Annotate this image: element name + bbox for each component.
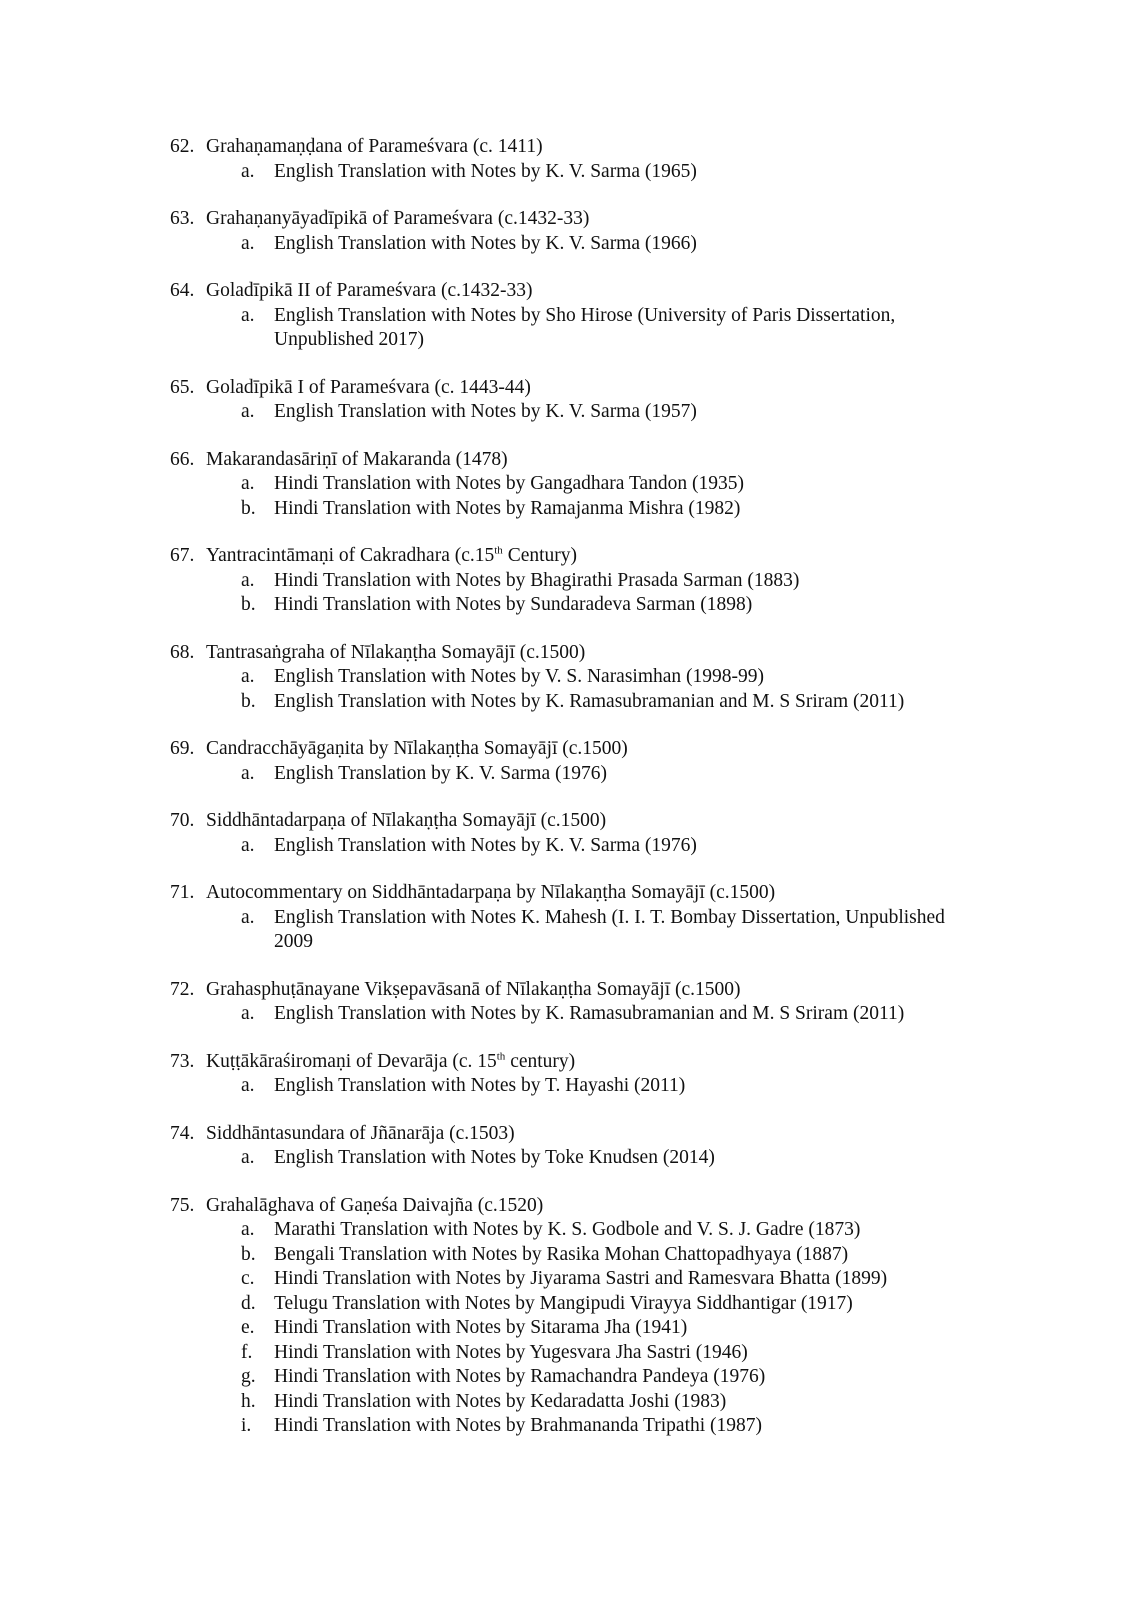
entry-title xyxy=(206,1050,1131,1075)
entry-title: Autocommentary on Siddhāntadarpaṇa by Nīlakaṇṭha Somayājī (c.1500) xyxy=(206,882,776,903)
item-text: Hindi Translation with Notes by Gangadhara Tandon (1935) xyxy=(274,473,745,494)
item-letter: a. xyxy=(241,1075,255,1096)
item-letter: d. xyxy=(241,1292,256,1314)
item-letter: f. xyxy=(241,1341,253,1363)
item-letter: b. xyxy=(241,690,256,712)
title-text: Yantracintāmaṇi of Cakradhara (c.15 xyxy=(206,545,495,566)
item-text: Hindi Translation with Notes by Brahmananda Tripathi (1987) xyxy=(274,1415,763,1436)
item-text: English Translation with Notes by K. V. Sarma (1965) xyxy=(274,160,697,182)
item-text: Hindi Translation with Notes by Sundaradeva Sarman (1898) xyxy=(274,594,753,615)
item-letter: a. xyxy=(241,401,255,422)
item-letter: a. xyxy=(241,834,255,856)
entry-number: 67. xyxy=(170,545,195,566)
entry-71 xyxy=(0,881,1131,955)
item-text: Bengali Translation with Notes by Rasika Mohan Chattopadhyaya (1887) xyxy=(274,1243,849,1265)
title-text-end: Century) xyxy=(502,545,578,566)
translation-item xyxy=(0,160,961,185)
entry-title: Grahasphuṭānayane Vikṣepavāsanā of Nīlakaṇṭha Somayājī (c.1500) xyxy=(206,978,741,1000)
item-text: Hindi Translation with Notes by Sitarama Jha (1941) xyxy=(274,1317,688,1338)
item-text: English Translation with Notes by K. V. Sarma (1976) xyxy=(274,834,697,856)
entry-63 xyxy=(0,207,1131,256)
entry-title: Candracchāyāgaṇita by Nīlakaṇṭha Somayājī (c.1500) xyxy=(206,738,628,759)
translation-item xyxy=(0,1341,961,1366)
translation-item xyxy=(0,906,961,955)
entry-66 xyxy=(0,448,1131,522)
ordinal-suffix: th xyxy=(496,1050,506,1062)
title-text: Kuṭṭākāraśiromaṇi of Devarāja (c. 15 xyxy=(206,1050,497,1072)
entry-69 xyxy=(0,737,1131,786)
entry-number: 73. xyxy=(170,1050,195,1072)
item-letter: h. xyxy=(241,1390,256,1412)
entry-number: 68. xyxy=(170,641,195,663)
entry-72 xyxy=(0,978,1131,1027)
translation-item xyxy=(0,400,961,425)
item-text: Telugu Translation with Notes by Mangipudi Virayya Siddhantigar (1917) xyxy=(274,1292,853,1314)
translation-item xyxy=(0,593,961,618)
entry-title: Makarandasāriṇī of Makaranda (1478) xyxy=(206,448,508,470)
item-text: Hindi Translation with Notes by Ramachandra Pandeya (1976) xyxy=(274,1366,766,1387)
translation-item xyxy=(0,1267,961,1292)
entry-65 xyxy=(0,376,1131,425)
translation-item xyxy=(0,1414,961,1439)
item-letter: a. xyxy=(241,304,255,326)
entry-number: 66. xyxy=(170,448,195,470)
item-text: English Translation by K. V. Sarma (1976) xyxy=(274,762,607,784)
item-letter: g. xyxy=(241,1366,256,1387)
translation-item xyxy=(0,304,961,353)
item-text: English Translation with Notes K. Mahesh (I. I. T. Bombay Dissertation, Unpublished 2009 xyxy=(274,906,945,952)
entry-number: 71. xyxy=(170,882,195,903)
title-text-end: century) xyxy=(505,1050,576,1072)
item-text: English Translation with Notes by K. V. Sarma (1966) xyxy=(274,232,697,254)
entry-title: Siddhāntadarpaṇa of Nīlakaṇṭha Somayājī (c.1500) xyxy=(206,810,607,831)
entry-75 xyxy=(0,1194,1131,1439)
item-text: English Translation with Notes by K. Ramasubramanian and M. S Sriram (2011) xyxy=(274,1003,905,1024)
translation-item xyxy=(0,1316,961,1341)
item-letter: b. xyxy=(241,594,256,615)
item-letter: a. xyxy=(241,160,255,182)
item-letter: a. xyxy=(241,1003,255,1024)
item-letter: e. xyxy=(241,1317,255,1338)
item-letter: a. xyxy=(241,473,255,494)
entry-title: Goladīpikā I of Parameśvara (c. 1443-44) xyxy=(206,376,531,398)
entry-title: Siddhāntasundara of Jñānarāja (c.1503) xyxy=(206,1122,515,1144)
item-letter: a. xyxy=(241,569,255,591)
entry-title: Grahaṇanyāyadīpikā of Parameśvara (c.1432-33) xyxy=(206,208,590,229)
entry-number: 65. xyxy=(170,376,195,398)
entry-number: 63. xyxy=(170,208,195,229)
translation-item xyxy=(0,1365,961,1390)
entry-number: 72. xyxy=(170,978,195,1000)
item-letter: c. xyxy=(241,1268,255,1289)
item-letter: a. xyxy=(241,762,255,784)
item-text: English Translation with Notes by V. S. Narasimhan (1998-99) xyxy=(274,666,765,687)
translation-item xyxy=(0,1292,961,1317)
translation-item xyxy=(0,834,961,859)
translation-item xyxy=(0,762,961,787)
entry-title: Goladīpikā II of Parameśvara (c.1432-33) xyxy=(206,280,533,301)
item-text: English Translation with Notes by Sho Hirose (University of Paris Dissertation, Unpublished 2017) xyxy=(274,304,896,350)
item-text: Marathi Translation with Notes by K. S. Godbole and V. S. J. Gadre (1873) xyxy=(274,1219,861,1240)
item-text: Hindi Translation with Notes by Ramajanma Mishra (1982) xyxy=(274,497,741,519)
translation-item xyxy=(0,690,961,715)
translation-item xyxy=(0,1390,961,1415)
item-text: Hindi Translation with Notes by Yugesvara Jha Sastri (1946) xyxy=(274,1341,748,1363)
item-letter: i. xyxy=(241,1415,252,1436)
item-text: English Translation with Notes by K. V. Sarma (1957) xyxy=(274,401,697,422)
item-letter: a. xyxy=(241,232,255,254)
entry-number: 70. xyxy=(170,810,195,831)
entry-number: 75. xyxy=(170,1194,195,1216)
translation-item xyxy=(0,1074,961,1099)
entry-title xyxy=(206,544,1131,569)
bibliography-list xyxy=(0,135,1131,1462)
translation-item xyxy=(0,472,961,497)
item-letter: a. xyxy=(241,906,255,928)
item-letter: b. xyxy=(241,1243,256,1265)
entry-62 xyxy=(0,135,1131,184)
entry-number: 62. xyxy=(170,136,195,157)
item-letter: a. xyxy=(241,1147,255,1168)
entry-73 xyxy=(0,1050,1131,1099)
entry-74 xyxy=(0,1122,1131,1171)
item-letter: a. xyxy=(241,666,255,687)
item-text: English Translation with Notes by K. Ramasubramanian and M. S Sriram (2011) xyxy=(274,690,905,712)
entry-number: 64. xyxy=(170,280,195,301)
item-text: English Translation with Notes by Toke Knudsen (2014) xyxy=(274,1147,715,1168)
entry-number: 69. xyxy=(170,738,195,759)
entry-64 xyxy=(0,279,1131,353)
translation-item xyxy=(0,665,961,690)
item-text: Hindi Translation with Notes by Bhagirathi Prasada Sarman (1883) xyxy=(274,569,800,591)
entry-67 xyxy=(0,544,1131,618)
entry-title: Grahalāghava of Gaṇeśa Daivajña (c.1520) xyxy=(206,1194,544,1216)
translation-item xyxy=(0,1146,961,1171)
translation-item xyxy=(0,1002,961,1027)
entry-title: Tantrasaṅgraha of Nīlakaṇṭha Somayājī (c.1500) xyxy=(206,641,586,663)
entry-number: 74. xyxy=(170,1122,195,1144)
translation-item xyxy=(0,1243,961,1268)
item-text: English Translation with Notes by T. Hayashi (2011) xyxy=(274,1075,686,1096)
entry-70 xyxy=(0,809,1131,858)
item-text: Hindi Translation with Notes by Kedaradatta Joshi (1983) xyxy=(274,1390,727,1412)
item-letter: b. xyxy=(241,497,256,519)
translation-item xyxy=(0,1218,961,1243)
ordinal-suffix: th xyxy=(494,544,503,557)
translation-item xyxy=(0,497,961,522)
entry-68 xyxy=(0,641,1131,715)
translation-item xyxy=(0,569,961,594)
item-letter: a. xyxy=(241,1219,255,1240)
translation-item xyxy=(0,232,961,257)
entry-title: Grahaṇamaṇḍana of Parameśvara (c. 1411) xyxy=(206,136,543,157)
item-text: Hindi Translation with Notes by Jiyarama Sastri and Ramesvara Bhatta (1899) xyxy=(274,1268,888,1289)
